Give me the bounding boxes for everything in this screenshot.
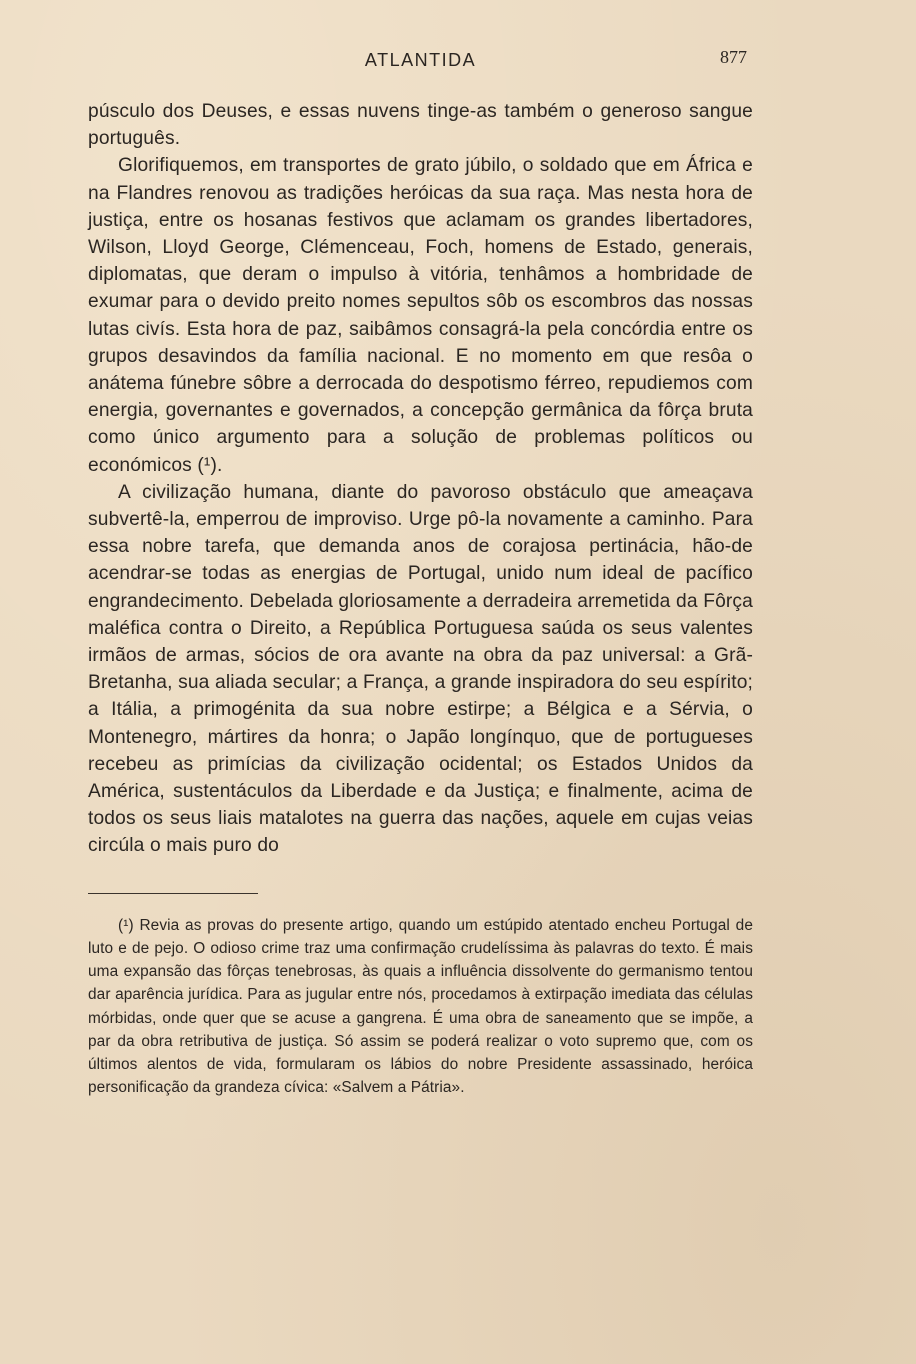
- footnote: [88, 914, 753, 1100]
- footnote-separator: [88, 893, 258, 894]
- paragraph: Glorifiquemos, em transportes de grato júbilo, o soldado que em África e na Flandres renovou as tradições heróicas da sua raça. Mas nesta hora de justiça, entre os hosanas festivos que aclamam os grandes libertadores, Wilson, Lloyd George, Clémenceau, Foch, homens de Estado, generais, diplomatas, que deram o impulso à vitória, tenhâmos a hombridade de exumar para o devido preito nomes sepultos sôb os escombros das nossas lutas civís. Esta hora de paz, saibâmos consagrá-la pela concórdia entre os grupos desavindos da família nacional. E no momento em que resôa o anátema fúnebre sôbre a derrocada do despotismo férreo, repudiemos com energia, governantes e governados, a concepção germânica da fôrça bruta como único argumento para a solução de problemas políticos ou económicos (¹).: [88, 155, 753, 476]
- paragraph-continuation: púsculo dos Deuses, e essas nuvens tinge-as também o generoso sangue português.: [88, 101, 753, 150]
- page-number: 877: [720, 47, 747, 67]
- book-page: [88, 40, 753, 1099]
- body-text: [88, 98, 753, 860]
- running-title: ATLANTIDA: [364, 50, 477, 70]
- paragraph: A civilização humana, diante do pavoroso obstáculo que ameaçava subvertê-la, emperrou de improviso. Urge pô-la novamente a caminho. Para essa nobre tarefa, que demanda anos de corajosa pertinácia, hão-de acendrar-se todas as energias de Portugal, unido num ideal de pacífico engrandecimento. Debelada gloriosamente a derradeira arremetida da Fôrça maléfica contra o Direito, a República Portuguesa saúda os seus valentes irmãos de armas, sócios de ora avante na obra da paz universal: a Grã-Bretanha, sua aliada secular; a França, a grande inspiradora do seu espírito; a Itália, a primogénita da sua nobre estirpe; a Bélgica e a Sérvia, o Montenegro, mártires da honra; o Japão longínquo, que de portugueses recebeu as primícias da civilização ocidental; os Estados Unidos da América, sustentáculos da Liberdade e da Justiça; e finalmente, acima de todos os seus liais matalotes na guerra das nações, aquele em cujas veias circúla o mais puro do: [88, 481, 753, 857]
- running-head: [88, 40, 753, 76]
- footnote-text: (¹) Revia as provas do presente artigo, quando um estúpido atentado encheu Portugal de luto e de pejo. O odioso crime traz uma confirmação crudelíssima às palavras do texto. É mais uma expansão das fôrças tenebrosas, às quais a influência dissolvente do germanismo tentou dar aparência jurídica. Para as jugular entre nós, procedamos à extirpação imediata das células mórbidas, onde quer que se acuse a gangrena. É uma obra de saneamento que se impõe, a par da obra retributiva de justiça. Só assim se poderá realizar o voto supremo que, com os últimos alentos de vida, formularam os lábios do nobre Presidente assassinado, heróica personificação da grandeza cívica: «Salvem a Pátria».: [88, 916, 753, 1097]
